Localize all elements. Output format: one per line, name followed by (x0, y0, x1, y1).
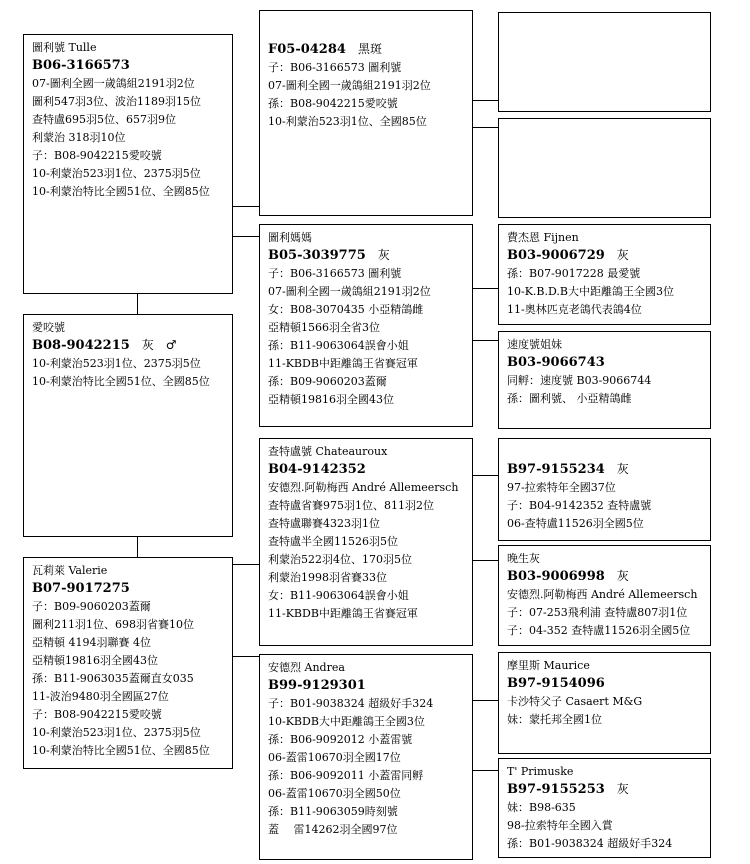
box-line: 11-KBDB中距離鴿王省賽冠軍 (268, 607, 418, 620)
pedigree-box-sire-dam (259, 224, 473, 427)
box-ring-number: B03-9006998 灰 (507, 569, 629, 584)
box-name: 圖利號 Tulle (32, 41, 97, 54)
pedigree-box-sire-sire (259, 10, 473, 216)
box-line: 10-利蒙治特比全國51位、全國85位 (32, 375, 210, 388)
connector-sire-subject (137, 293, 138, 315)
box-line: 孫：B11-9063064誤會小姐 (268, 339, 409, 352)
box-name: T' Primuske (507, 765, 574, 778)
box-line: 亞精頓19816羽全國43位 (32, 654, 158, 667)
box-line: 子：B01-9038324 超級好手324 (268, 697, 434, 710)
box-line: 查特盧聯賽4323羽1位 (268, 517, 380, 530)
pedigree-box-dam (23, 557, 233, 769)
connector-dd-ddd (472, 770, 499, 771)
box-line: 孫：B11-9063059時刻號 (268, 805, 398, 818)
box-line: 亞精頓19816羽全國43位 (268, 393, 394, 406)
box-name: 安德烈 Andrea (268, 661, 345, 674)
connector-ds-dss (472, 475, 499, 476)
box-line: 子：04-352 查特盧11526羽全國5位 (507, 624, 691, 637)
box-line: 孫：B07-9017228 最愛號 (507, 267, 641, 280)
box-name: 摩里斯 Maurice (507, 659, 590, 672)
box-line: 亞精頓1566羽全省3位 (268, 321, 380, 334)
box-line: 10-利蒙治特比全國51位、全國85位 (32, 185, 210, 198)
pedigree-box-dam-sire-sire (498, 438, 711, 541)
box-line: 孫：B11-9063035蓋爾直女035 (32, 672, 194, 685)
box-line: 子：B09-9060203蓋爾 (32, 600, 151, 613)
box-line: 06-查特盧11526羽全國5位 (507, 517, 644, 530)
box-ring-number: B07-9017275 (32, 581, 130, 596)
box-line: 10-KBDB大中距離鴿王全國3位 (268, 715, 425, 728)
pedigree-box-sire-dam-sire (498, 224, 711, 325)
box-ring-number: B04-9142352 (268, 462, 366, 477)
connector-sd-sds (472, 288, 499, 289)
box-ring-number: F05-04284 黑斑 (268, 42, 382, 57)
box-line: 07-圖利全國一歲鴿組2191羽2位 (32, 77, 195, 90)
pedigree-box-subject (23, 314, 233, 537)
box-line: 蓋 雷14262羽全國97位 (268, 823, 398, 836)
connector-dam-ds (232, 564, 259, 565)
box-line: 子：B08-9042215愛咬號 (32, 149, 162, 162)
box-line: 11-KBDB中距離鴿王省賽冠軍 (268, 357, 418, 370)
box-line: 同孵：速度號 B03-9066744 (507, 374, 652, 387)
box-line: 11-波治9480羽全國區27位 (32, 690, 169, 703)
box-line: 亞精頓 4194羽聯賽 4位 (32, 636, 151, 649)
connector-ss-ssd (472, 127, 499, 128)
connector-ss-sss (472, 100, 499, 101)
box-line: 子：B06-3166573 圖利號 (268, 267, 402, 280)
box-name: 晚生灰 (507, 552, 540, 565)
connector-sd-sdd (472, 340, 499, 341)
box-line: 查特盧695羽5位、657羽9位 (32, 113, 176, 126)
box-line: 卡沙特父子 Casaert M&G (507, 695, 643, 708)
connector-sire-sd (232, 236, 259, 237)
box-line: 10-利蒙治523羽1位、2375羽5位 (32, 357, 201, 370)
box-line: 子：07-253飛利浦 查特盧807羽1位 (507, 606, 688, 619)
box-ring-number: B97-9154096 (507, 676, 605, 691)
box-line: 孫：B06-9092012 小蓋雷號 (268, 733, 413, 746)
box-line: 子：B08-9042215愛咬號 (32, 708, 162, 721)
box-line: 妹：B98-635 (507, 801, 576, 814)
pedigree-box-sire-dam-dam (498, 331, 711, 429)
box-ring-number: B06-3166573 (32, 58, 130, 73)
box-line: 利蒙治 318羽10位 (32, 131, 126, 144)
box-line: 07-圖利全國一歲鴿組2191羽2位 (268, 285, 431, 298)
box-line: 女：B08-3070435 小亞精鴿雌 (268, 303, 424, 316)
connector-dd-dds (472, 700, 499, 701)
box-line: 查特盧半全國11526羽5位 (268, 535, 398, 548)
connector-sire-ss (232, 206, 259, 207)
box-ring-number: B97-9155253 灰 (507, 782, 629, 797)
box-ring-number: B03-9006729 灰 (507, 248, 629, 263)
box-line: 利蒙治522羽4位、170羽5位 (268, 553, 412, 566)
box-line: 孫：B01-9038324 超級好手324 (507, 837, 673, 850)
box-line: 10-利蒙治特比全國51位、全國85位 (32, 744, 210, 757)
box-line: 10-利蒙治523羽1位、2375羽5位 (32, 726, 201, 739)
box-line: 98-拉索特年全國入賞 (507, 819, 613, 832)
box-name: 查特盧號 Chateauroux (268, 445, 388, 458)
box-line: 11-奧林匹克老鴿代表鴿4位 (507, 303, 642, 316)
box-line: 子：B04-9142352 查特盧號 (507, 499, 652, 512)
box-line: 查特盧省賽975羽1位、811羽2位 (268, 499, 434, 512)
box-line: 10-利蒙治523羽1位、2375羽5位 (32, 167, 201, 180)
box-line: 女：B11-9063064誤會小姐 (268, 589, 409, 602)
pedigree-box-sire-sire-dam (498, 118, 711, 218)
box-line: 97-拉索特年全國37位 (507, 481, 616, 494)
box-name: 圖利媽媽 (268, 231, 312, 244)
pedigree-box-dam-sire (259, 438, 473, 646)
box-line: 孫：B08-9042215愛咬號 (268, 97, 398, 110)
box-line: 07-圖利全國一歲鴿組2191羽2位 (268, 79, 431, 92)
pedigree-box-sire-sire-sire (498, 12, 711, 112)
box-line: 06-蓋雷10670羽全國50位 (268, 787, 401, 800)
box-name: 費杰恩 Fijnen (507, 231, 579, 244)
box-line: 妹：蒙托邦全國1位 (507, 713, 602, 726)
pedigree-box-dam-dam-dam (498, 758, 711, 858)
box-line: 孫：B09-9060203蓋爾 (268, 375, 387, 388)
box-line: 安德烈.阿勒梅西 André Allemeersch (268, 481, 459, 494)
box-ring-number: B99-9129301 (268, 678, 366, 693)
pedigree-box-dam-sire-dam (498, 545, 711, 646)
box-line: 安德烈.阿勒梅西 André Allemeersch (507, 588, 698, 601)
box-ring-number: B97-9155234 灰 (507, 462, 629, 477)
box-ring-number: B05-3039775 灰 (268, 248, 390, 263)
box-line: 利蒙治1998羽省賽33位 (268, 571, 387, 584)
box-line: 孫：B06-9092011 小蓋雷同孵 (268, 769, 424, 782)
box-name: 瓦莉萊 Valerie (32, 564, 108, 577)
pedigree-box-sire (23, 34, 233, 294)
pedigree-box-dam-dam (259, 654, 473, 860)
box-ring-number: B03-9066743 (507, 355, 605, 370)
box-name: 愛咬號 (32, 321, 65, 334)
connector-subject-dam (137, 536, 138, 558)
pedigree-box-dam-dam-sire (498, 652, 711, 754)
box-line: 圖利547羽3位、波治1189羽15位 (32, 95, 201, 108)
box-line: 圖利211羽1位、698羽省賽10位 (32, 618, 194, 631)
box-line: 10-K.B.D.B大中距離鴿王全國3位 (507, 285, 675, 298)
box-line: 子：B06-3166573 圖利號 (268, 61, 402, 74)
box-ring-number: B08-9042215 灰 ♂ (32, 338, 177, 353)
box-name: 速度號姐妹 (507, 338, 562, 351)
box-line: 10-利蒙治523羽1位、全國85位 (268, 115, 427, 128)
connector-ds-dsd (472, 560, 499, 561)
box-line: 06-蓋雷10670羽全國17位 (268, 751, 401, 764)
connector-dam-dd (232, 656, 259, 657)
box-line: 孫：圖利號、 小亞精鴿雌 (507, 392, 632, 405)
